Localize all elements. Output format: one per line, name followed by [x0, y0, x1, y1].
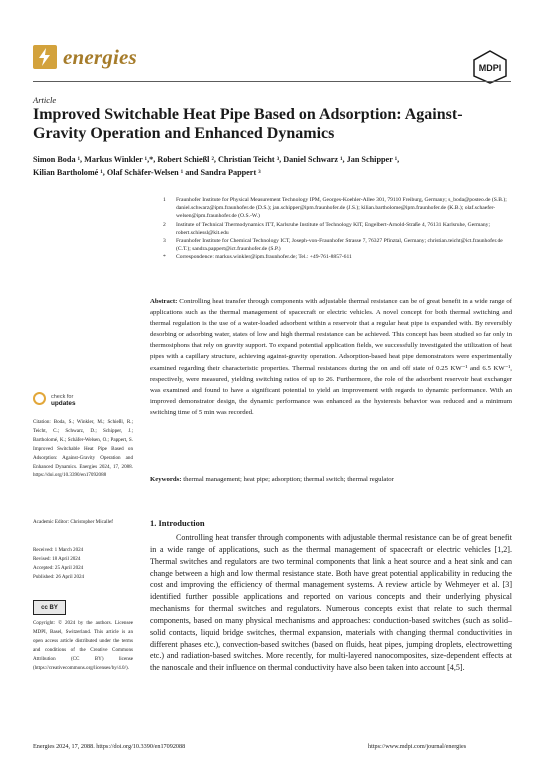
check-updates-icon[interactable] [33, 392, 46, 405]
cc-by-license-icon[interactable]: cc BY [33, 600, 66, 615]
journal-logo-icon [33, 45, 57, 69]
footer-journal-url[interactable]: https://www.mdpi.com/journal/energies [368, 743, 467, 750]
citation: Citation: Boda, S.; Winkler, M.; Schießl, R.; Teicht, C.; Schwarz, D.; Schipper, J.; Bartholomé, K.; Schäfer-Welsen, O.; Pappert, S. Improved Switchable Heat Pipe Based on Adsorption: Against-Gravity Operation and Enhanced Dynamics. Energies 2024, 17, 2088. https://doi.org/10.3390/en17092088 [33, 419, 133, 479]
date-received: Received: 1 March 2024 [33, 547, 84, 553]
keywords-label: Keywords: [150, 476, 182, 483]
copyright-notice: Copyright: © 2024 by the authors. Licensee MDPI, Basel, Switzerland. This article is an open access article distributed under the terms and conditions of the Creative Commons Attribution (CC BY) license (https://creativecommons.org/licenses/by/4.0/). [33, 620, 133, 671]
abstract [150, 296, 512, 418]
article-type: Article [33, 95, 57, 105]
affiliation-item: 2 Institute of Technical Thermodynamics ITT, Karlsruhe Institute of Technology KIT, Engelbert-Arnold-Straße 4, 76131 Karlsruhe, Germany; robert.schiessl@kit.edu [163, 221, 491, 236]
intro-paragraph: Controlling heat transfer through components with adjustable thermal resistance can be of great benefit in a wide range of applications, such as the thermal management of spacecraft or electric vehicles [1,2]. Thermal switches and regulators are two terminal components that link a heat source and a heat sink and can change between a high and low thermal resistance state. Both have great potential applicability in reducing the cost and improving the efficiency of thermal management systems. A review article by Wehmeyer et al. [3] identified further possible applications and reported on various concepts and their underlying physical mechanisms for thermal switches and regulators. Numerous concepts exist that relate to such thermal components, based on many physical mechanisms and approaches: conduction-based switches (such as solid–solid contacts, liquid bridge switches, thermal expansion, materials with changing thermal conductivities in different phases etc.), convection-based switches (based on fluids, heat pipes, jumping droplets, electrowetting etc.) and radiation-based switches. More recently, for multi-layered nanocomposites, size-dependent effects at the nanoscale and their influence on thermal conductivity have also been taken into account [4,5]. [150, 533, 512, 673]
keywords-text: thermal management; heat pipe; adsorption; thermal switch; thermal regulator [183, 476, 394, 483]
date-revised: Revised: 18 April 2024 [33, 555, 81, 562]
correspondence: * Correspondence: markus.winkler@ipm.fraunhofer.de; Tel.: +49-761-8857-611 [163, 254, 352, 261]
footer-citation[interactable]: Energies 2024, 17, 2088. https://doi.org/10.3390/en17092088 [33, 743, 186, 750]
abstract-label: Abstract: [150, 298, 178, 305]
header-rule [33, 81, 511, 82]
publication-dates [33, 546, 133, 582]
publisher-name: MDPI [478, 63, 502, 73]
date-published: Published: 26 April 2024 [33, 573, 85, 580]
authors-line-2: Kilian Bartholomé ¹, Olaf Schäfer-Welsen ¹ and Sandra Pappert ³ [33, 168, 261, 177]
section-heading: 1. Introduction [150, 518, 205, 528]
affiliation-item: 3 Fraunhofer Institute for Chemical Technology ICT, Joseph-von-Fraunhofer Strasse 7, 76327 Pfinztal, Germany; christian.teicht@ict.fraunhofer.de (C.T.); sandra.pappert@ict.fraunhofer.de (S.P.) [163, 238, 503, 253]
authors-line-1: Simon Boda ¹, Markus Winkler ¹,*, Robert Schießl ², Christian Teicht ³, Daniel Schwarz ¹, Jan Schipper ¹, [33, 155, 400, 164]
affiliation-item: 1 Fraunhofer Institute for Physical Measurement Technology IPM, Georges-Koehler-Allee 301, 79110 Freiburg, Germany; s_boda@posteo.de (S.B.); daniel.schwarz@ipm.fraunhofer.de (D.S.); jan.schipper@ipm.fraunhofer.de (J.S.); kilian.bartholome@ipm.fraunhofer.de (K.B.); olaf.schaefer-welsen@ipm.fraunhofer.de (O.S.-W.) [163, 197, 507, 220]
keywords [150, 474, 512, 485]
author-list [33, 153, 513, 179]
publisher-logo[interactable] [472, 50, 508, 84]
affiliations [163, 196, 508, 262]
academic-editor: Academic Editor: Christopher Micallef [33, 519, 113, 525]
abstract-text: Controlling heat transfer through components with adjustable thermal resistance can be of great benefit in a wide range of applications such as the thermal management of spacecraft or electric vehicles. A novel concept for both thermal switching and thermal regulation is the use of a water-loaded adsorbent within a reservoir that a regular heat pipe is expanded with. By reversibly desorbing or adsorbing water, states of low and high thermal resistance can be achieved. This concept has been studied so far only in thermosiphons that rely on gravity support. To expand potential application fields, we successfully investigated the utilization of heat pipes with a capillary structure, achieving against-gravity operation. Adsorption-based heat pipe demonstrators were experimentally examined regarding their characteristic properties. Thermal resistances during the on and off state of 0.25 KW⁻¹ and 6.5 KW⁻¹, respectively, were measured, yielding switching ratios of up to 26. Furthermore, the role of the adsorbent reservoir heat exchanger was examined and found to have a significant potential to yield an improvement with regards to dynamic performance. With an improved demonstrator design, the dynamic performance was enhanced as the hysteresis behavior was reduced and a minimum switching time of 5 min was recorded. [150, 298, 513, 416]
check-for-updates-link[interactable]: check for updates [51, 394, 76, 407]
date-accepted: Accepted: 25 April 2024 [33, 564, 84, 571]
article-title: Improved Switchable Heat Pipe Based on Adsorption: Against-Gravity Operation and Enhanced Dynamics [33, 106, 463, 142]
journal-name: energies [63, 45, 137, 69]
